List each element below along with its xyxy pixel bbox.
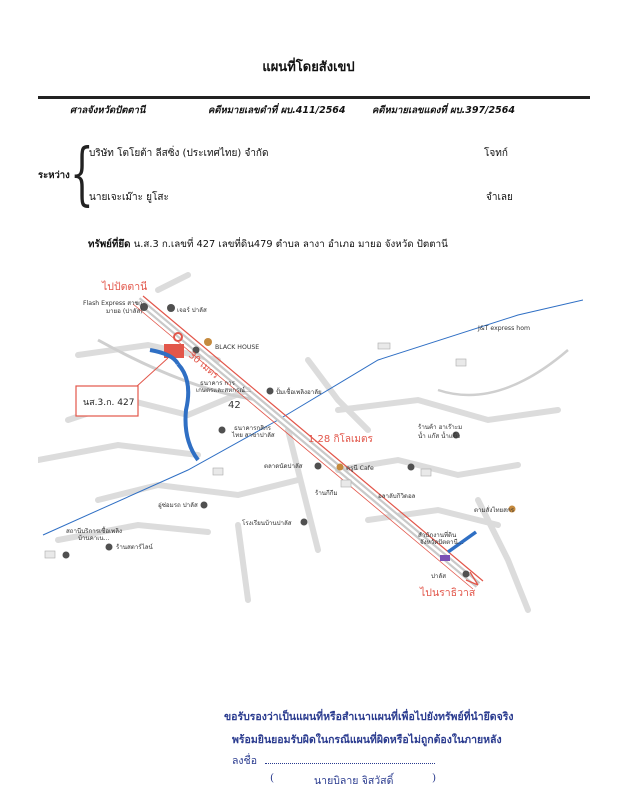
seized-property xyxy=(88,237,448,252)
certification-line-2: พร้อมยินยอมรับผิดในกรณีแผนที่ผิดหรือไม่ถูกต้องในภายหลัง xyxy=(232,734,502,746)
place-black-house: BLACK HOUSE xyxy=(215,344,260,351)
place-office-b: จังหวัดปัตตานี... xyxy=(420,539,464,546)
seized-property-label: ทรัพย์ที่ยึด xyxy=(88,239,131,250)
signature-line xyxy=(265,763,435,764)
place-bottom: ปาลัส xyxy=(431,573,446,580)
destination-marker xyxy=(440,555,450,561)
place-bank-1b: เกษตรและสหกรณ์... xyxy=(196,387,251,394)
defendant-role: จำเลย xyxy=(486,192,513,203)
header-rule xyxy=(38,96,590,99)
place-school: โรงเรียนบ้านปาลัส xyxy=(242,520,292,527)
sketch-map xyxy=(38,270,583,615)
parcel-callout-label: นส.3.ก. 427 xyxy=(83,398,135,408)
road-jt xyxy=(438,350,568,395)
label-to-pattani: ไปปัตตานี xyxy=(102,281,148,293)
place-station-left-b: บ้านคาเน... xyxy=(78,535,110,542)
place-shop-right-1b: น้ำ แก๊ส น้ำแข็ง xyxy=(418,433,461,440)
curly-brace-icon: { xyxy=(70,135,94,214)
label-distance-30: 30 เมตร xyxy=(186,349,221,382)
seized-property-text: น.ส.3 ก.เลขที่ 427 เลขที่ดิน479 ตำบล ลางา อำเภอ มายอ จังหวัด ปัตตานี xyxy=(133,239,448,250)
place-jet-shop: เจอร์ ปาลัส xyxy=(177,307,207,314)
signer-open-paren: ( xyxy=(270,772,275,784)
place-station-left: สถานีบริการเชื้อเพลิง xyxy=(66,528,123,535)
place-shop-right-1: ร้านค้า ฮาเร๊าะม xyxy=(418,424,463,431)
place-flash-express-2: มายอ (ปาลัส) xyxy=(106,308,143,315)
place-school-gas: อลาลับกิวิดอล xyxy=(378,493,416,500)
certification-line-1: ขอรับรองว่าเป็นแผนที่หรือสำเนาแผนที่เพื่อไปยังทรัพย์ที่นำยึดจริง xyxy=(224,711,514,723)
place-bank-1: ธนาคาร การ xyxy=(200,380,235,387)
place-shop-left: ร้านสตาร์ไลน์ xyxy=(116,544,153,551)
place-market: ตลาดนัดปาลัส xyxy=(264,463,303,470)
plaintiff-role: โจทก์ xyxy=(484,148,508,159)
label-to-narathiwat: ไปนราธิวาส xyxy=(420,587,476,599)
document-title: แผนที่โดยสังเขป xyxy=(262,60,355,75)
signer-name: นายบิลาย จิสวัสดิ์ xyxy=(314,775,394,787)
road-number-label: 42 xyxy=(228,400,241,411)
place-garage: อู่ซ่อมรถ ปาลัส xyxy=(158,502,198,509)
case-black-number: คดีหมายเลขดำที่ ผบ.411/2564 xyxy=(208,105,346,116)
place-cafe: ครูนี Cafe xyxy=(346,465,374,472)
place-shop-mid: ร้านกีกีม xyxy=(315,490,338,497)
place-fuel: ปั้มเชื้อเพลิงอาลัย xyxy=(276,389,322,396)
place-mosque-shop: ตามสั่งไทยสกร xyxy=(474,507,515,514)
place-flash-express: Flash Express สาขา xyxy=(83,300,143,307)
place-bank-2: ธนาคารกสิกร xyxy=(234,425,272,432)
sign-label: ลงชื่อ xyxy=(232,755,257,767)
plaintiff-name: บริษัท โตโยต้า ลีสซิ่ง (ประเทศไทย) จำกัด xyxy=(89,148,269,159)
place-office: สำนักงานที่ดิน xyxy=(418,532,457,539)
defendant-name: นายเจะเม๊าะ ยูโสะ xyxy=(89,192,169,203)
place-jt-express: J&T express hom xyxy=(478,325,531,332)
court-name: ศาลจังหวัดปัตตานี xyxy=(70,105,146,116)
signer-close-paren: ) xyxy=(432,772,437,784)
between-label: ระหว่าง xyxy=(38,170,70,181)
label-distance-128: 1.28 กิโลเมตร xyxy=(308,434,373,445)
place-bank-2b: ไทย สาขาปาลัส xyxy=(232,432,275,439)
case-red-number: คดีหมายเลขแดงที่ ผบ.397/2564 xyxy=(372,105,515,116)
